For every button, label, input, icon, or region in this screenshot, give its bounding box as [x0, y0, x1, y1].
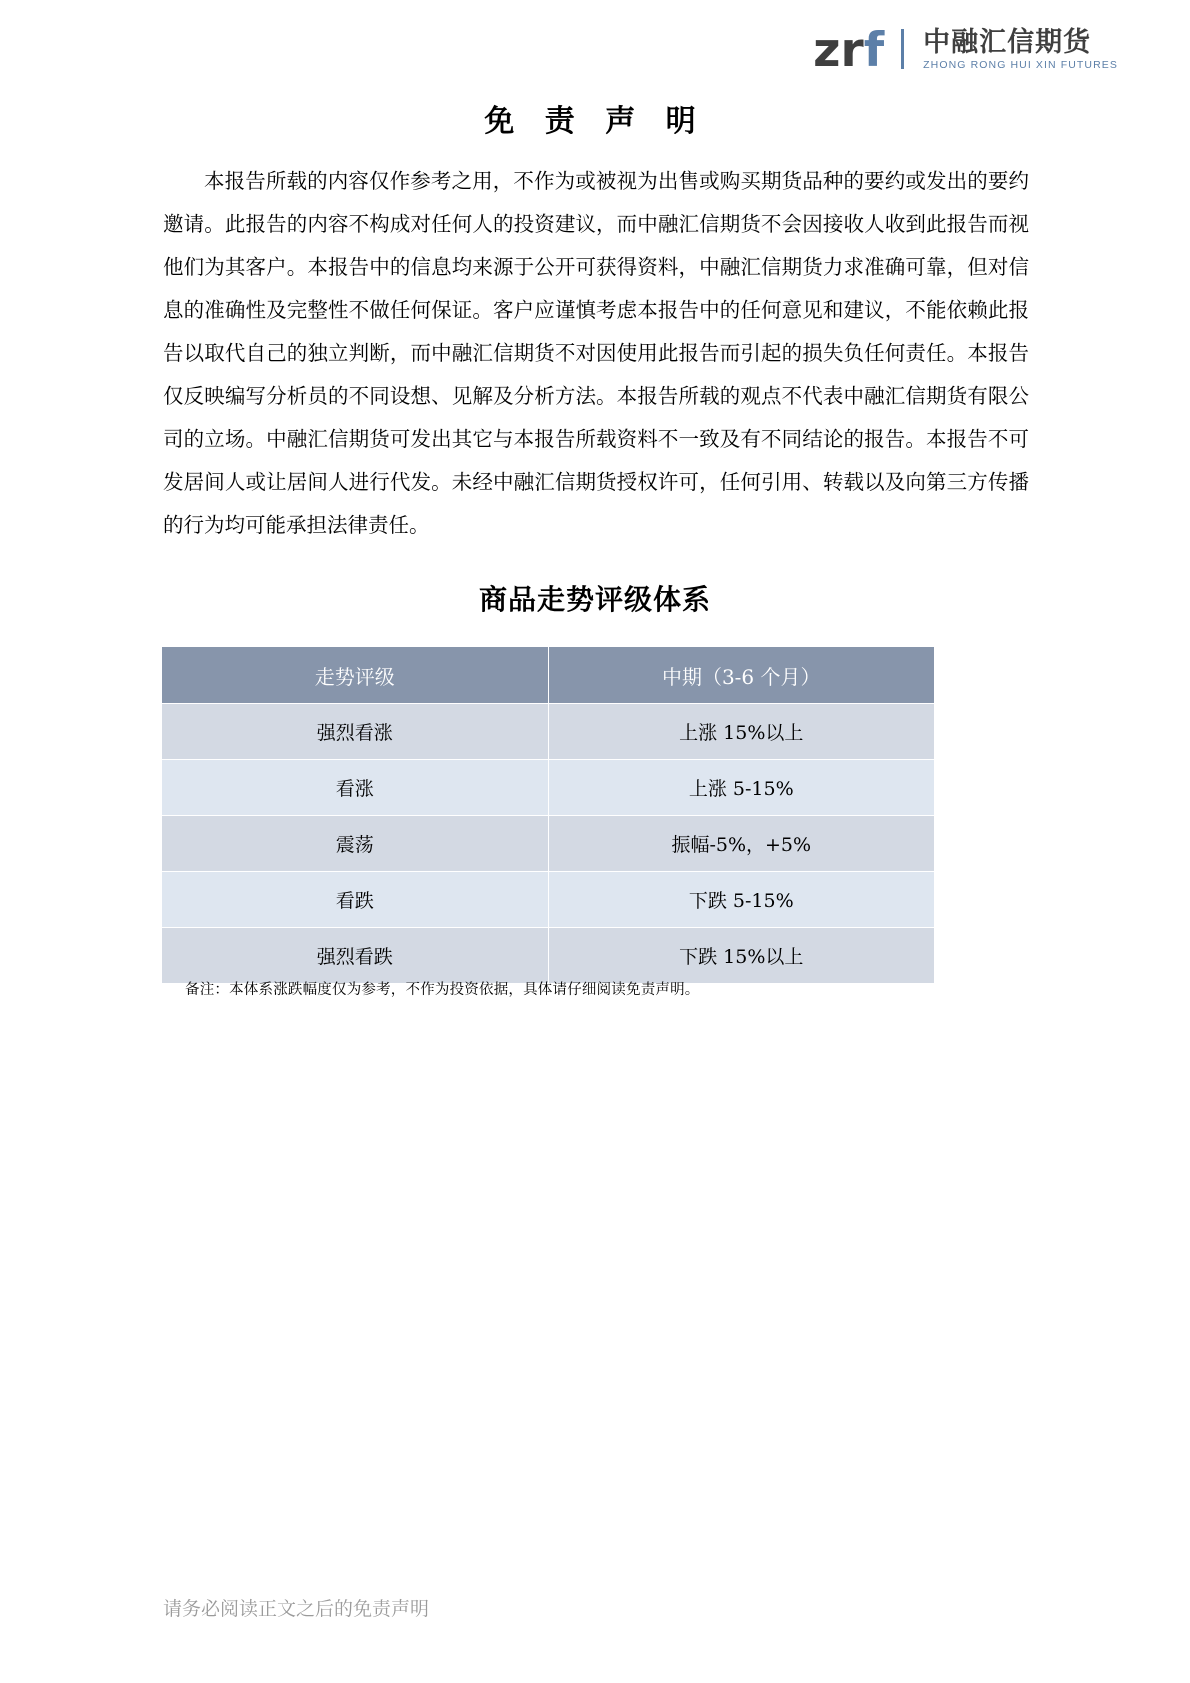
cell-range: 上涨 15%以上: [548, 704, 935, 760]
cell-rating: 强烈看涨: [162, 704, 549, 760]
logo-company-name-cn: 中融汇信期货: [923, 27, 1092, 58]
table-header-rating: 走势评级: [162, 647, 549, 704]
logo-mark-icon: [813, 23, 883, 78]
table-row: [162, 760, 935, 816]
page-title: 免 责 声 明: [484, 104, 706, 139]
section-title: 商品走势评级体系: [478, 583, 711, 616]
table-row: [162, 928, 935, 984]
cell-rating: 强烈看跌: [162, 928, 549, 984]
cell-range: 下跌 5-15%: [548, 872, 935, 928]
cell-rating: 震荡: [162, 816, 549, 872]
logo-divider: [901, 29, 904, 69]
company-logo: [813, 23, 1118, 78]
logo-letter-z: z: [813, 23, 839, 78]
page-footer: 请务必阅读正文之后的免责声明: [163, 1598, 430, 1620]
cell-range: 下跌 15%以上: [548, 928, 935, 984]
logo-company-name-en: ZHONG RONG HUI XIN FUTURES: [923, 59, 1118, 71]
cell-range: 振幅-5%，+5%: [548, 816, 935, 872]
table-row: [162, 704, 935, 760]
rating-table: [161, 646, 935, 984]
table-header-row: [162, 647, 935, 704]
logo-text-block: [923, 26, 1118, 74]
cell-rating: 看跌: [162, 872, 549, 928]
disclaimer-paragraph: 本报告所载的内容仅作参考之用，不作为或被视为出售或购买期货品种的要约或发出的要约邀请。此报告的内容不构成对任何人的投资建议，而中融汇信期货不会因接收人收到此报告而视他们为其客户。本报告中的信息均来源于公开可获得资料，中融汇信期货力求准确可靠，但对信息的准确性及完整性不做任何保证。客户应谨慎考虑本报告中的任何意见和建议，不能依赖此报告以取代自己的独立判断，而中融汇信期货不对因使用此报告而引起的损失负任何责任。本报告仅反映编写分析员的不同设想、见解及分析方法。本报告所载的观点不代表中融汇信期货有限公司的立场。中融汇信期货可发出其它与本报告所载资料不一致及有不同结论的报告。本报告不可发居间人或让居间人进行代发。未经中融汇信期货授权许可，任何引用、转载以及向第三方传播的行为均可能承担法律责任。: [163, 169, 1029, 537]
cell-range: 上涨 5-15%: [548, 760, 935, 816]
cell-rating: 看涨: [162, 760, 549, 816]
logo-letter-f: f: [863, 23, 883, 78]
logo-letter-r: r: [840, 23, 862, 78]
table-row: [162, 816, 935, 872]
table-note: 备注：本体系涨跌幅度仅为参考，不作为投资依据，具体请仔细阅读免责声明。: [185, 982, 700, 998]
table-header-midterm: 中期（3-6 个月）: [548, 647, 935, 704]
table-row: [162, 872, 935, 928]
